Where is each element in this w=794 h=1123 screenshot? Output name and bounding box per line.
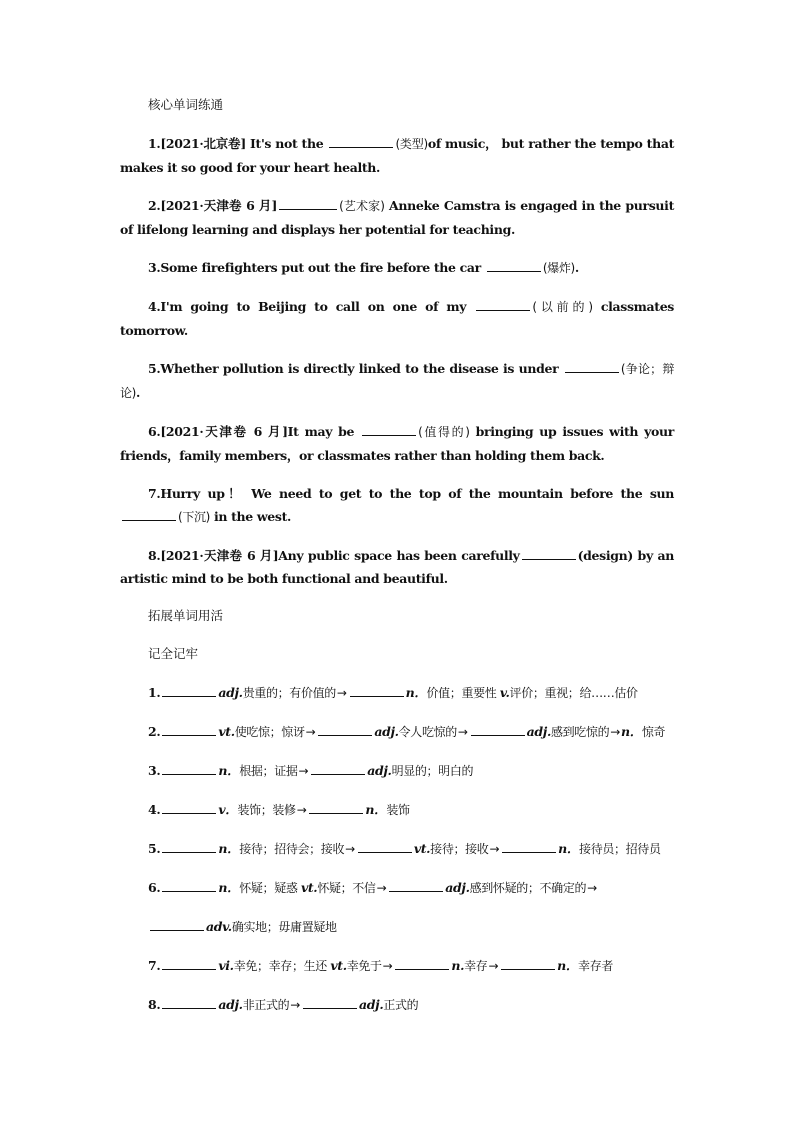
- answer-blank[interactable]: [279, 197, 337, 210]
- item-number: 3.: [148, 763, 161, 778]
- answer-blank[interactable]: [565, 360, 619, 373]
- item-text: by an artistic mind to be both functional and beautiful.: [120, 548, 674, 586]
- answer-blank[interactable]: [522, 547, 576, 560]
- exercise-item-1: [120, 132, 674, 179]
- exercise-item-8: [120, 544, 674, 590]
- arrow-icon: →: [488, 959, 499, 973]
- item-text: .: [135, 385, 140, 400]
- item-number: 7.: [148, 958, 161, 973]
- arrow-icon: →: [610, 725, 620, 739]
- answer-blank[interactable]: [162, 879, 216, 892]
- part-of-speech: v．: [218, 802, 238, 817]
- answer-blank[interactable]: [487, 259, 541, 272]
- meaning: 接待；招待会；接收: [239, 842, 345, 856]
- vocab-item-2: [120, 720, 674, 744]
- part-of-speech: vt.: [300, 880, 318, 895]
- part-of-speech: adj.: [218, 997, 243, 1012]
- answer-blank[interactable]: [476, 298, 530, 311]
- item-number: 8.: [148, 997, 161, 1012]
- meaning: 非正式的: [242, 998, 290, 1012]
- hint: (下沉): [178, 510, 210, 524]
- meaning: 接待；接收: [430, 842, 489, 856]
- item-text: bringing up issues with your friends，family members，or classmates rather than holding them back.: [120, 424, 675, 463]
- vocab-item-3: [120, 759, 674, 783]
- meaning: 接待员；招待员: [579, 842, 661, 856]
- answer-blank[interactable]: [162, 840, 216, 853]
- item-number: 4.: [148, 299, 161, 314]
- answer-blank[interactable]: [311, 762, 365, 775]
- meaning: 怀疑；不信: [317, 881, 376, 895]
- part-of-speech: n．: [405, 685, 427, 700]
- meaning: 感到怀疑的；不确定的: [469, 881, 587, 895]
- item-number: 2.: [148, 724, 161, 739]
- meaning: 明显的；明白的: [391, 764, 474, 778]
- answer-blank[interactable]: [502, 840, 556, 853]
- document-page: [120, 94, 674, 1032]
- item-number: 3.: [148, 260, 161, 275]
- item-text: [2021·北京卷] It's not the: [160, 136, 328, 151]
- answer-blank[interactable]: [162, 996, 216, 1009]
- meaning: 惊奇: [641, 725, 666, 739]
- vocab-item-6: [120, 876, 674, 900]
- section-heading-core-words: 核心单词练通: [148, 97, 224, 112]
- exercise-item-5: [120, 357, 674, 405]
- exercise-item-3: [120, 256, 674, 280]
- item-number: 2.: [148, 198, 161, 213]
- answer-blank[interactable]: [162, 762, 216, 775]
- part-of-speech: vt.: [413, 841, 431, 856]
- arrow-icon: →: [345, 842, 355, 856]
- hint: (爆炸): [542, 261, 575, 275]
- part-of-speech: n．: [365, 802, 387, 817]
- part-of-speech: adj.: [218, 685, 243, 700]
- item-text: [2021·天津卷 6 月]It may be: [160, 424, 361, 439]
- answer-blank[interactable]: [471, 723, 525, 736]
- answer-blank[interactable]: [162, 801, 216, 814]
- meaning: 幸存: [464, 959, 488, 973]
- hint: (争论；辩论): [120, 362, 674, 400]
- vocab-item-6-continued: [148, 915, 674, 939]
- answer-blank[interactable]: [150, 918, 204, 931]
- part-of-speech: n．: [620, 724, 642, 739]
- answer-blank[interactable]: [350, 684, 404, 697]
- item-text: classmates tomorrow.: [120, 299, 674, 338]
- exercise-item-6: [120, 420, 674, 467]
- part-of-speech: n.: [451, 958, 465, 973]
- arrow-icon: →: [382, 959, 393, 973]
- item-text: Whether pollution is directly linked to the disease is under: [160, 361, 563, 376]
- arrow-icon: →: [305, 725, 316, 739]
- item-text: [2021·天津卷 6 月]: [160, 198, 278, 213]
- item-text: .: [574, 260, 579, 275]
- meaning: 正式的: [383, 998, 419, 1012]
- answer-blank[interactable]: [309, 801, 363, 814]
- meaning: 幸存者: [578, 959, 613, 973]
- vocab-item-7: [120, 954, 674, 978]
- item-number: 6.: [148, 424, 161, 439]
- item-number: 4.: [148, 802, 161, 817]
- arrow-icon: →: [336, 686, 347, 700]
- answer-blank[interactable]: [389, 879, 443, 892]
- exercise-item-7: [120, 482, 674, 529]
- arrow-icon: →: [457, 725, 468, 739]
- item-number: 1.: [148, 136, 161, 151]
- arrow-icon: →: [489, 842, 500, 856]
- answer-blank[interactable]: [358, 840, 412, 853]
- answer-blank[interactable]: [303, 996, 357, 1009]
- item-text: Some firefighters put out the fire before the car: [160, 260, 485, 275]
- hint: (艺术家): [339, 199, 385, 213]
- vocab-item-1: [120, 681, 674, 705]
- answer-blank[interactable]: [162, 957, 216, 970]
- vocab-item-4: [120, 798, 674, 822]
- item-number: 7.: [148, 486, 161, 501]
- hint: (以前的): [532, 300, 593, 314]
- meaning: 幸免；幸存；生还: [233, 959, 331, 973]
- meaning: 感到吃惊的: [550, 725, 610, 739]
- item-text: [2021·天津卷 6 月]Any public space has been carefully: [160, 548, 520, 563]
- meaning: 价值；重要性: [426, 686, 500, 700]
- meaning: 怀疑；疑惑: [239, 881, 301, 895]
- answer-blank[interactable]: [329, 135, 393, 148]
- part-of-speech: n．: [557, 958, 579, 973]
- item-text: I'm going to Beijing to call on one of my: [160, 299, 475, 314]
- meaning: 幸免于: [346, 959, 382, 973]
- answer-blank[interactable]: [122, 508, 176, 521]
- section-subheading: 记全记牢: [148, 646, 199, 661]
- answer-blank[interactable]: [395, 957, 449, 970]
- meaning: 令人吃惊的: [398, 725, 457, 739]
- arrow-icon: →: [587, 881, 597, 895]
- part-of-speech: n．: [218, 763, 240, 778]
- answer-blank[interactable]: [501, 957, 555, 970]
- item-number: 6.: [148, 880, 161, 895]
- part-of-speech: vt.: [218, 724, 235, 739]
- part-of-speech: adj.: [526, 724, 551, 739]
- arrow-icon: →: [296, 803, 307, 817]
- item-text: Hurry up！ We need to get to the top of the mountain before the sun: [160, 486, 674, 501]
- item-number: 8.: [148, 548, 161, 563]
- meaning: 装饰: [386, 803, 410, 817]
- meaning: 使吃惊；惊讶: [234, 725, 305, 739]
- meaning: 确实地；毋庸置疑地: [231, 920, 337, 934]
- exercise-item-4: [120, 295, 674, 342]
- part-of-speech: adj.: [445, 880, 470, 895]
- item-text: of music， but rather the tempo that makes it so good for your heart health.: [120, 136, 675, 175]
- part-of-speech: adj.: [374, 724, 399, 739]
- part-of-speech: vi.: [218, 958, 234, 973]
- part-of-speech: adj.: [367, 763, 392, 778]
- answer-blank[interactable]: [362, 423, 416, 436]
- vocab-item-8: [120, 993, 674, 1017]
- hint: (值得的): [418, 425, 470, 439]
- meaning: 评价；重视；给……估价: [509, 686, 638, 700]
- part-of-speech: n．: [218, 841, 240, 856]
- answer-blank[interactable]: [162, 684, 216, 697]
- arrow-icon: →: [376, 881, 387, 895]
- item-number: 5.: [148, 841, 161, 856]
- section-heading-extended-words: 拓展单词用活: [148, 608, 224, 623]
- exercise-item-2: [120, 194, 674, 241]
- meaning: 装饰；装修: [237, 803, 296, 817]
- part-of-speech: n．: [558, 841, 580, 856]
- part-of-speech: n．: [218, 880, 240, 895]
- answer-blank[interactable]: [162, 723, 216, 736]
- part-of-speech: vt.: [330, 958, 347, 973]
- hint: (design): [577, 548, 633, 563]
- hint: (类型): [395, 137, 428, 151]
- part-of-speech: adv.: [206, 919, 232, 934]
- meaning: 根据；证据: [239, 764, 298, 778]
- item-text: Anneke Camstra is engaged in the pursuit of lifelong learning and displays her potential for teaching.: [120, 198, 674, 237]
- arrow-icon: →: [290, 998, 301, 1012]
- item-number: 1.: [148, 685, 161, 700]
- part-of-speech: v.: [499, 685, 510, 700]
- arrow-icon: →: [298, 764, 309, 778]
- meaning: 贵重的；有价值的: [242, 686, 336, 700]
- item-number: 5.: [148, 361, 161, 376]
- part-of-speech: adj.: [359, 997, 384, 1012]
- vocab-item-5: [120, 837, 674, 861]
- answer-blank[interactable]: [318, 723, 372, 736]
- item-text: in the west.: [209, 509, 292, 524]
